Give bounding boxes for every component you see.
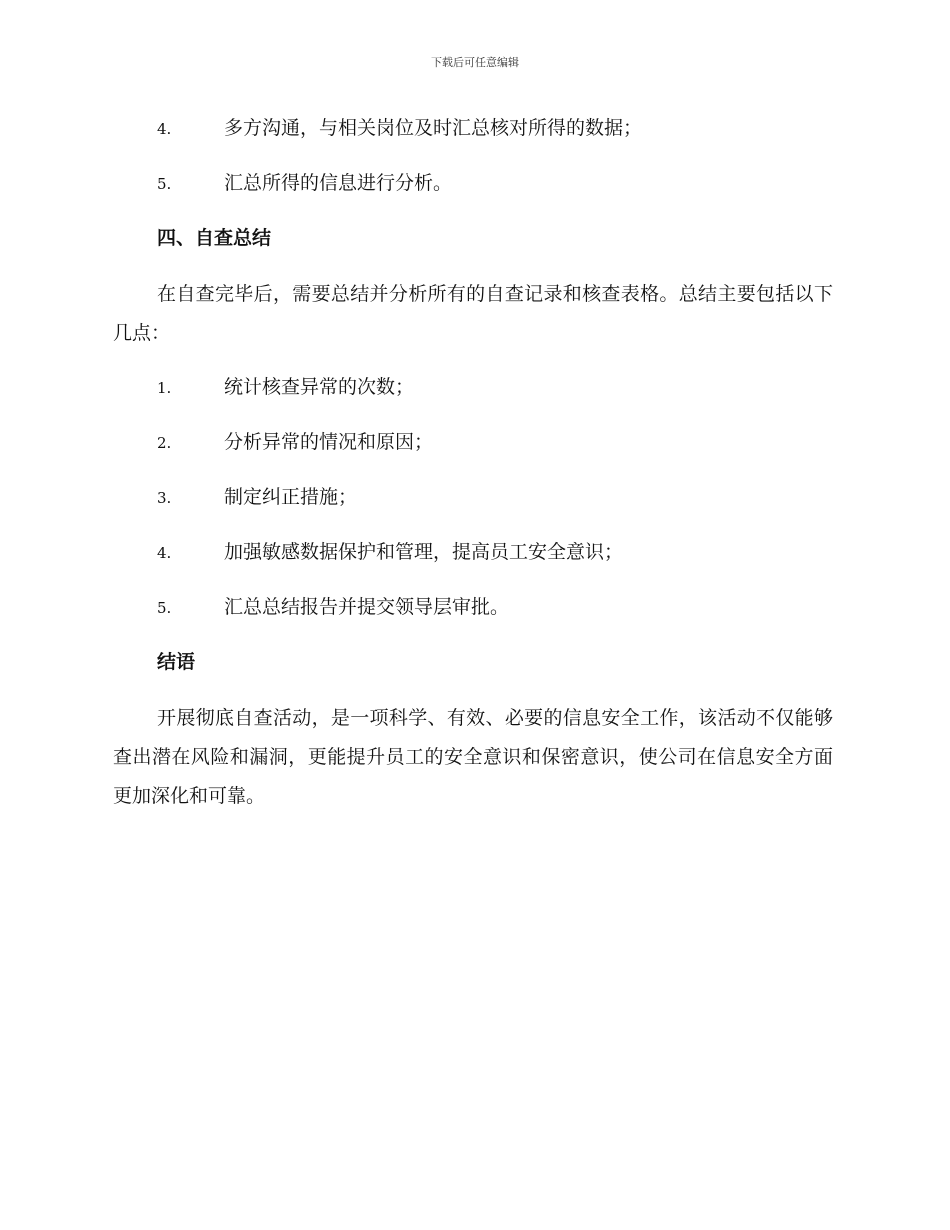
list-number: 2. xyxy=(157,434,172,452)
header-note: 下载后可任意编辑 xyxy=(431,56,519,69)
section-heading: 四、自查总结 xyxy=(157,227,272,249)
list-text: 多方沟通，与相关岗位及时汇总核对所得的数据； xyxy=(224,117,643,139)
list-text: 汇总总结报告并提交领导层审批。 xyxy=(224,596,510,618)
conclusion-heading: 结语 xyxy=(157,651,196,673)
list-text: 分析异常的情况和原因； xyxy=(224,431,434,453)
list-text: 加强敏感数据保护和管理，提高员工安全意识； xyxy=(224,541,624,563)
list-item xyxy=(113,424,833,479)
section-intro-paragraph: 在自查完毕后，需要总结并分析所有的自查记录和核查表格。总结主要包括以下几点： xyxy=(113,283,833,344)
list-number: 4. xyxy=(157,120,172,138)
list-text: 统计核查异常的次数； xyxy=(224,376,415,398)
list-text: 制定纠正措施； xyxy=(224,486,358,508)
list-number: 5. xyxy=(157,175,172,193)
list-item xyxy=(113,369,833,424)
list-item xyxy=(113,534,833,589)
document-body xyxy=(113,110,833,832)
list-text: 汇总所得的信息进行分析。 xyxy=(224,172,453,194)
list-number: 4. xyxy=(157,544,172,562)
list-number: 5. xyxy=(157,599,172,617)
list-item xyxy=(113,165,833,220)
list-number: 3. xyxy=(157,489,172,507)
list-item xyxy=(113,479,833,534)
list-item xyxy=(113,110,833,165)
list-number: 1. xyxy=(157,379,172,397)
list-item xyxy=(113,589,833,644)
conclusion-paragraph: 开展彻底自查活动，是一项科学、有效、必要的信息安全工作，该活动不仅能够查出潜在风险和漏洞，更能提升员工的安全意识和保密意识，使公司在信息安全方面更加深化和可靠。 xyxy=(113,707,833,807)
